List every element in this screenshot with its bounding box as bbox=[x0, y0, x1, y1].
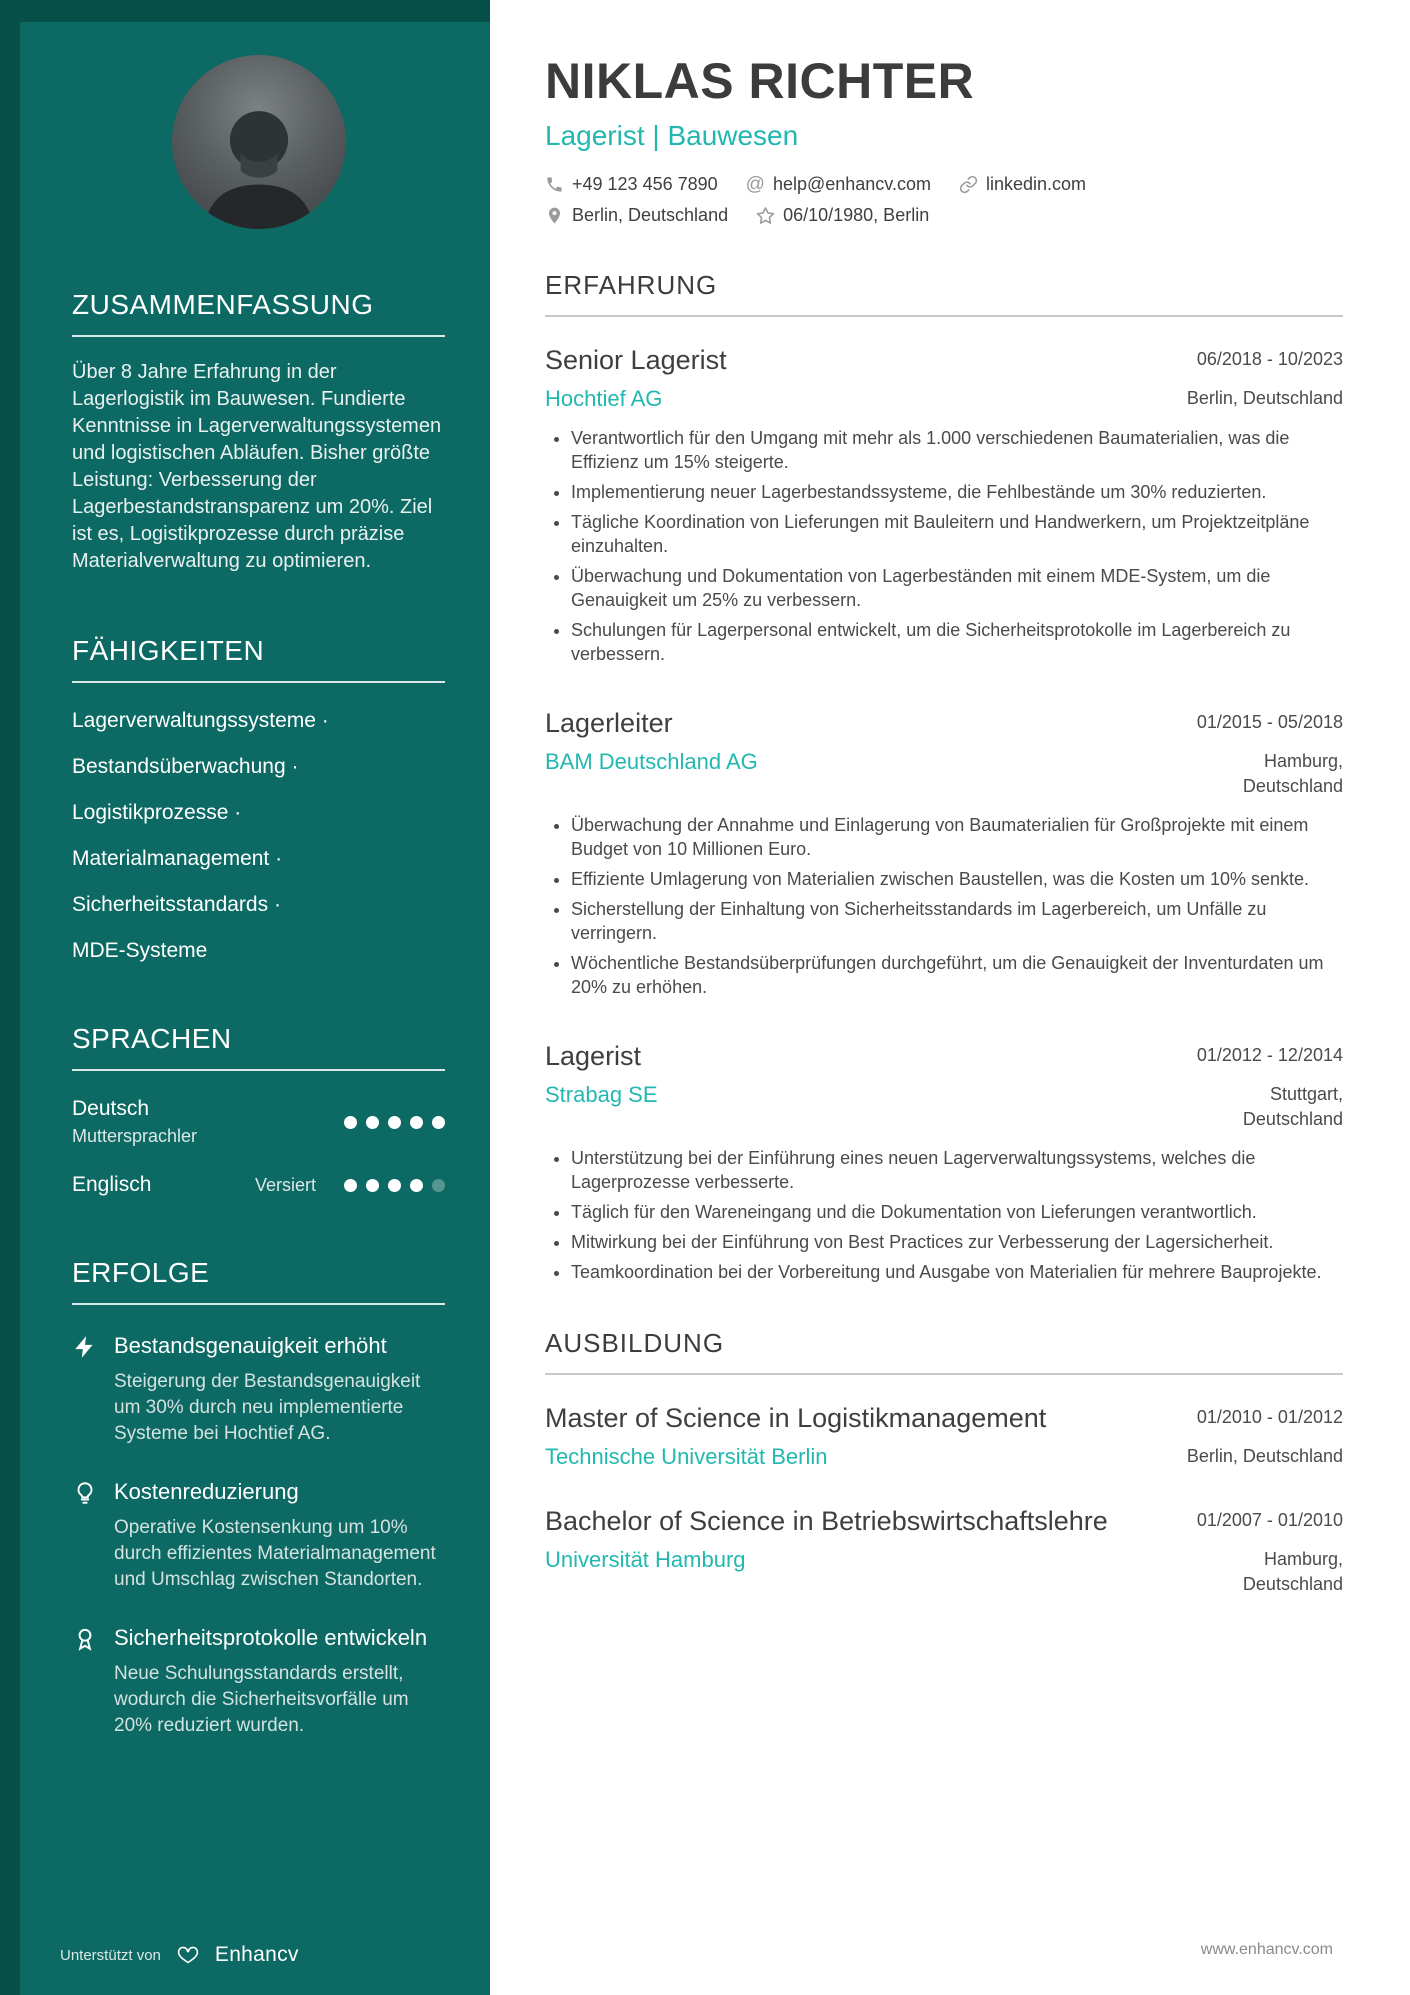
languages-heading: SPRACHEN bbox=[72, 1023, 232, 1054]
experience-entry bbox=[545, 343, 1343, 666]
education-location: Hamburg, Deutschland bbox=[1242, 1549, 1343, 1594]
email-address: help@enhancv.com bbox=[772, 174, 931, 194]
bullet-item: • Teamkoordination bei der Vorbereitung und Ausgabe von Materialien für mehrere Bauprojekte. bbox=[571, 1260, 1343, 1284]
linkedin-contact[interactable] bbox=[959, 174, 1086, 195]
sidebar bbox=[0, 0, 490, 1995]
bulb-icon bbox=[72, 1480, 98, 1506]
proficiency-dots bbox=[344, 1179, 445, 1192]
skills-heading: FÄHIGKEITEN bbox=[72, 635, 265, 666]
skill-item: Lagerverwaltungssysteme · bbox=[72, 709, 329, 732]
contact-info bbox=[545, 174, 1343, 226]
company-name: BAM Deutschland AG bbox=[545, 749, 758, 774]
proficiency-dot bbox=[410, 1179, 423, 1192]
education-entry bbox=[545, 1401, 1343, 1470]
location-contact bbox=[545, 205, 728, 226]
job-location: Stuttgart, Deutschland bbox=[1242, 1084, 1343, 1129]
bullet-item: • Unterstützung bei der Einführung eines neuen Lagerverwaltungssystems, welches die Lagerprozesse verbesserte. bbox=[571, 1146, 1343, 1194]
language-level: Versiert bbox=[254, 1175, 316, 1195]
link-icon bbox=[959, 175, 978, 194]
enhancv-url[interactable]: www.enhancv.com bbox=[1200, 1941, 1333, 1958]
sidebar-footer bbox=[60, 1943, 299, 1967]
location-text: Berlin, Deutschland bbox=[572, 205, 729, 225]
experience-entry bbox=[545, 706, 1343, 999]
job-dates: 06/2018 - 10/2023 bbox=[1196, 349, 1343, 369]
job-location: Berlin, Deutschland bbox=[1186, 388, 1343, 408]
achievement-text: Neue Schulungsstandards erstellt, wodurch die Sicherheitsvorfälle um 20% reduziert wurden. bbox=[114, 1663, 409, 1736]
job-bullets bbox=[545, 1146, 1343, 1284]
section-experience bbox=[545, 270, 1343, 1284]
bullet-item: • Tägliche Koordination von Lieferungen mit Bauleitern und Handwerkern, um Projektzeitpläne einzuhalten. bbox=[571, 510, 1343, 558]
experience-entry bbox=[545, 1039, 1343, 1284]
bullet-item: • Wöchentliche Bestandsüberprüfungen durchgeführt, um die Genauigkeit der Inventurdaten um 20% zu erhöhen. bbox=[571, 951, 1343, 999]
job-location: Hamburg, Deutschland bbox=[1242, 751, 1343, 796]
experience-heading: ERFAHRUNG bbox=[545, 270, 718, 300]
company-name: Strabag SE bbox=[545, 1082, 658, 1107]
skill-item: Materialmanagement · bbox=[72, 847, 283, 870]
phone-contact[interactable] bbox=[545, 174, 718, 195]
sidebar-left-edge bbox=[0, 0, 20, 1995]
at-icon: @ bbox=[745, 174, 765, 195]
job-bullets bbox=[545, 426, 1343, 666]
language-list bbox=[72, 1097, 445, 1197]
bolt-icon bbox=[72, 1334, 98, 1360]
job-title: Lagerleiter bbox=[545, 708, 673, 738]
divider bbox=[72, 1069, 445, 1071]
education-entry bbox=[545, 1504, 1343, 1597]
proficiency-dot bbox=[344, 1116, 357, 1129]
achievement-text: Operative Kostensenkung um 10% durch effizientes Materialmanagement und Umschlag zwischen Standorten. bbox=[114, 1517, 436, 1590]
divider bbox=[72, 681, 445, 683]
achievements-heading: ERFOLGE bbox=[72, 1257, 210, 1288]
education-location: Berlin, Deutschland bbox=[1186, 1446, 1343, 1466]
education-dates: 01/2007 - 01/2010 bbox=[1196, 1510, 1343, 1530]
profile-photo bbox=[172, 55, 346, 229]
medal-icon bbox=[72, 1626, 98, 1652]
language-name: Englisch bbox=[72, 1173, 152, 1196]
job-title: Senior Lagerist bbox=[545, 345, 727, 375]
language-row bbox=[72, 1173, 445, 1197]
skill-item: Logistikprozesse · bbox=[72, 801, 242, 824]
achievement-item bbox=[72, 1623, 445, 1739]
person-title: Lagerist | Bauwesen bbox=[545, 120, 799, 151]
person-name: NIKLAS RICHTER bbox=[545, 53, 975, 109]
degree-title: Bachelor of Science in Betriebswirtschaftslehre bbox=[545, 1506, 1108, 1536]
resume-header bbox=[545, 52, 1343, 226]
achievement-list bbox=[72, 1331, 445, 1739]
person-silhouette bbox=[172, 82, 346, 229]
proficiency-dot bbox=[388, 1179, 401, 1192]
language-name: Deutsch bbox=[72, 1097, 150, 1120]
proficiency-dot bbox=[432, 1179, 445, 1192]
school-name: Universität Hamburg bbox=[545, 1547, 746, 1572]
proficiency-dot bbox=[432, 1116, 445, 1129]
sidebar-top-edge bbox=[0, 0, 490, 22]
section-education bbox=[545, 1328, 1343, 1597]
proficiency-dot bbox=[366, 1116, 379, 1129]
avatar bbox=[172, 55, 346, 229]
achievement-title: Sicherheitsprotokolle entwickeln bbox=[114, 1625, 428, 1650]
linkedin-url: linkedin.com bbox=[985, 174, 1087, 194]
divider bbox=[72, 1303, 445, 1305]
achievement-title: Kostenreduzierung bbox=[114, 1479, 299, 1504]
bullet-item: • Überwachung und Dokumentation von Lagerbeständen mit einem MDE-System, um die Genauigkeit um 25% zu verbessern. bbox=[571, 564, 1343, 612]
phone-number: +49 123 456 7890 bbox=[572, 174, 718, 194]
powered-by-label: Unterstützt von bbox=[60, 1946, 161, 1964]
education-dates: 01/2010 - 01/2012 bbox=[1196, 1407, 1343, 1427]
divider bbox=[545, 1373, 1343, 1375]
enhancv-logo-icon bbox=[173, 1943, 203, 1967]
skill-list bbox=[72, 709, 445, 963]
section-skills bbox=[72, 635, 445, 963]
proficiency-dots bbox=[344, 1116, 445, 1129]
bullet-item: • Schulungen für Lagerpersonal entwickelt, um die Sicherheitsprotokolle im Lagerbereich zu verbessern. bbox=[571, 618, 1343, 666]
company-name: Hochtief AG bbox=[545, 386, 663, 411]
language-level: Muttersprachler bbox=[72, 1126, 198, 1146]
school-name: Technische Universität Berlin bbox=[545, 1444, 828, 1469]
bullet-item: • Sicherstellung der Einhaltung von Sicherheitsstandards im Lagerbereich, um Unfälle zu verringern. bbox=[571, 897, 1343, 945]
summary-text: Über 8 Jahre Erfahrung in der Lagerlogistik im Bauwesen. Fundierte Kenntnisse in Lagerverwaltungssystemen und logistischen Abläufen. Bisher größte Leistung: Verbesserung der Lagerbestandstransparenz um 20%. Ziel ist es, Logistikprozesse durch präzise Materialverwaltung zu optimieren. bbox=[72, 361, 442, 572]
education-heading: AUSBILDUNG bbox=[545, 1328, 725, 1358]
proficiency-dot bbox=[388, 1116, 401, 1129]
proficiency-dot bbox=[410, 1116, 423, 1129]
birthdate-text: 06/10/1980, Berlin bbox=[783, 205, 930, 225]
bullet-item: • Verantwortlich für den Umgang mit mehr als 1.000 verschiedenen Baumaterialien, was die Effizienz um 15% steigerte. bbox=[571, 426, 1343, 474]
bullet-item: • Effiziente Umlagerung von Materialien zwischen Baustellen, was die Kosten um 10% senkte. bbox=[571, 867, 1343, 891]
main-content bbox=[490, 0, 1410, 1995]
section-achievements bbox=[72, 1257, 445, 1739]
divider bbox=[72, 335, 445, 337]
achievement-text: Steigerung der Bestandsgenauigkeit um 30% durch neu implementierte Systeme bei Hochtief AG. bbox=[114, 1371, 421, 1444]
skill-item: Sicherheitsstandards · bbox=[72, 893, 281, 916]
job-bullets bbox=[545, 813, 1343, 999]
language-row bbox=[72, 1097, 445, 1147]
proficiency-dot bbox=[366, 1179, 379, 1192]
proficiency-dot bbox=[344, 1179, 357, 1192]
job-dates: 01/2015 - 05/2018 bbox=[1196, 712, 1343, 732]
section-languages bbox=[72, 1023, 445, 1197]
email-contact[interactable] bbox=[746, 174, 931, 195]
birthdate-contact bbox=[756, 205, 929, 226]
divider bbox=[545, 315, 1343, 317]
achievement-item bbox=[72, 1331, 445, 1447]
summary-heading: ZUSAMMENFASSUNG bbox=[72, 289, 374, 320]
phone-icon bbox=[545, 175, 564, 194]
achievement-title: Bestandsgenauigkeit erhöht bbox=[114, 1333, 387, 1358]
job-title: Lagerist bbox=[545, 1041, 642, 1071]
bullet-item: • Überwachung der Annahme und Einlagerung von Baumaterialien für Großprojekte mit einem Budget von 10 Millionen Euro. bbox=[571, 813, 1343, 861]
job-dates: 01/2012 - 12/2014 bbox=[1196, 1045, 1343, 1065]
bullet-item: • Implementierung neuer Lagerbestandssysteme, die Fehlbestände um 30% reduzierten. bbox=[571, 480, 1343, 504]
pin-icon bbox=[545, 206, 564, 225]
section-summary bbox=[72, 289, 445, 575]
skill-item: Bestandsüberwachung · bbox=[72, 755, 299, 778]
star-icon bbox=[756, 206, 775, 225]
degree-title: Master of Science in Logistikmanagement bbox=[545, 1403, 1047, 1433]
bullet-item: • Mitwirkung bei der Einführung von Best Practices zur Verbesserung der Lagersicherheit. bbox=[571, 1230, 1343, 1254]
bullet-item: • Täglich für den Wareneingang und die Dokumentation von Lieferungen verantwortlich. bbox=[571, 1200, 1343, 1224]
enhancv-brand-name: Enhancv bbox=[214, 1943, 299, 1966]
skill-item: MDE-Systeme bbox=[72, 939, 208, 962]
achievement-item bbox=[72, 1477, 445, 1593]
